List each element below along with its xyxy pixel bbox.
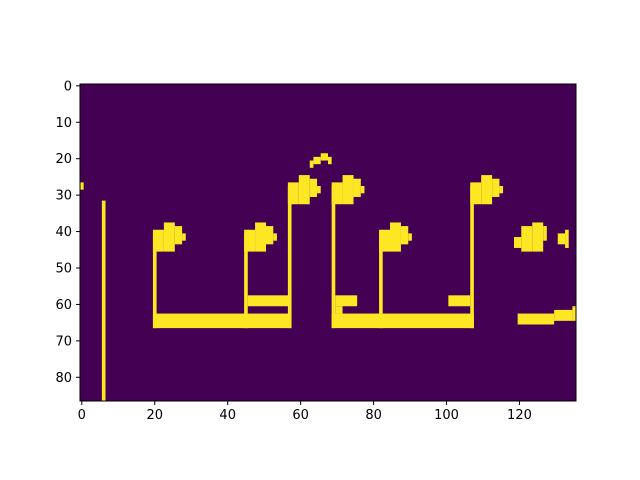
foreground-cell-block (448, 295, 470, 306)
foreground-cell-block (514, 237, 521, 248)
foreground-cell-block (273, 233, 277, 240)
y-tick-label: 20 (55, 152, 72, 168)
foreground-cell-block (401, 226, 408, 244)
foreground-cell-block (408, 233, 412, 240)
foreground-cell-block (499, 186, 503, 193)
foreground-cell-block (481, 175, 492, 204)
foreground-cell-block (565, 230, 569, 248)
foreground-cell-block (332, 182, 343, 204)
x-tick-label: 120 (507, 408, 532, 423)
y-tick-label: 30 (55, 188, 72, 204)
foreground-cell-block (321, 153, 328, 160)
x-tick-label: 0 (77, 408, 86, 423)
foreground-cell-block (313, 157, 320, 164)
x-tick-label: 80 (365, 408, 382, 423)
foreground-cell-block (554, 310, 572, 321)
foreground-cell-block (80, 182, 84, 189)
foreground-cell-block (518, 314, 554, 325)
x-tick-label: 100 (434, 408, 459, 423)
foreground-cell-block (379, 230, 390, 252)
foreground-cell-block (390, 222, 401, 251)
foreground-cell-block (244, 230, 255, 252)
foreground-cell-block (335, 306, 342, 313)
foreground-cell-block (521, 226, 532, 252)
foreground-cell-block (332, 314, 474, 329)
x-tick-label: 20 (146, 408, 164, 423)
foreground-cell-block (182, 233, 186, 240)
foreground-cell-block (343, 175, 354, 204)
foreground-cell-block (328, 157, 332, 164)
foreground-cell-block (317, 186, 321, 193)
y-tick-label: 40 (55, 225, 72, 241)
y-tick-label: 60 (55, 297, 72, 313)
foreground-cell-block (248, 295, 292, 306)
foreground-cell-block (470, 182, 481, 204)
x-tick-label: 60 (292, 408, 309, 423)
foreground-cell-block (310, 179, 317, 197)
foreground-cell-block (543, 226, 547, 241)
foreground-cell-block (255, 222, 266, 251)
foreground-cell-block (299, 175, 310, 204)
x-tick-label: 40 (219, 408, 236, 423)
foreground-cell-block (288, 186, 292, 328)
foreground-cell-block (288, 182, 299, 204)
foreground-cell-block (532, 222, 543, 251)
foreground-cell-block (470, 186, 474, 328)
foreground-cell-block (153, 314, 292, 329)
y-tick-label: 10 (55, 115, 72, 131)
foreground-cell-block (153, 230, 164, 252)
y-tick-label: 0 (63, 79, 72, 95)
foreground-cell-block (492, 179, 499, 197)
foreground-cell-block (558, 233, 565, 244)
foreground-cell-block (310, 161, 314, 168)
foreground-cell-block (102, 201, 106, 401)
foreground-cell-block (164, 222, 175, 251)
foreground-cell-block (354, 179, 361, 197)
foreground-cell-block (572, 306, 576, 321)
foreground-cell-block (332, 186, 336, 328)
y-tick-label: 80 (55, 370, 72, 386)
y-tick-label: 70 (55, 334, 72, 350)
foreground-cell-block (175, 226, 182, 244)
foreground-cell-block (266, 226, 273, 244)
y-tick-label: 50 (55, 261, 72, 277)
plot-area (80, 84, 576, 401)
foreground-cell-block (361, 186, 365, 193)
foreground-cell-block (335, 295, 357, 306)
